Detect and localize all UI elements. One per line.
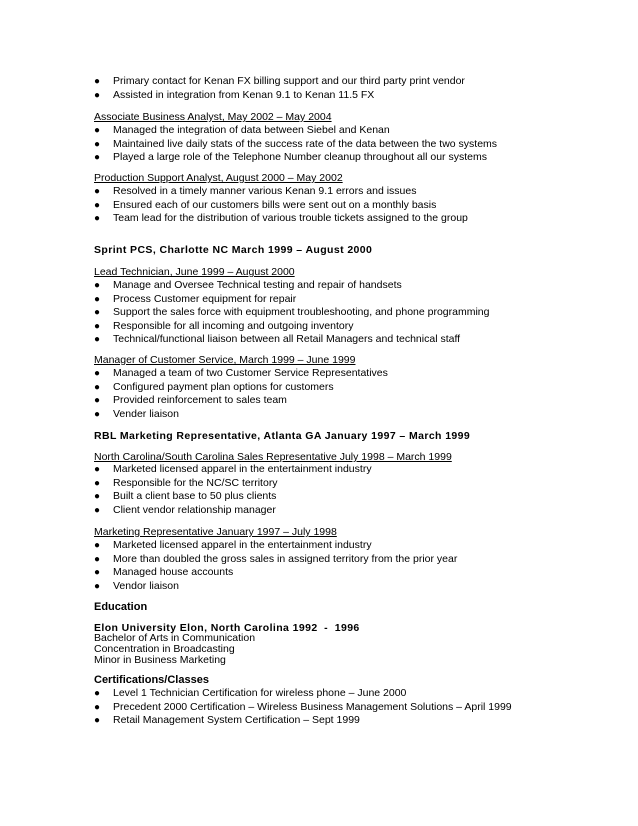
education-heading: Education — [94, 601, 148, 613]
job-title-lead-tech: Lead Technician, June 1999 – August 2000 — [94, 266, 295, 278]
bullet-icon: ● — [94, 199, 101, 211]
bullet-icon: ● — [94, 580, 101, 592]
bullet-icon: ● — [94, 504, 101, 516]
list-item: ● Managed the integration of data between Siebel and Kenan — [94, 124, 390, 136]
job-title-production: Production Support Analyst, August 2000 – May 2002 — [94, 172, 343, 184]
education-years: 1992 - 1996 — [292, 622, 360, 634]
list-item: ● Configured payment plan options for customers — [94, 380, 334, 393]
list-item: ● Technical/functional liaison between all Retail Managers and technical staff — [94, 333, 461, 345]
bullet-icon: ● — [94, 152, 101, 163]
list-item: ● More than doubled the gross sales in assigned territory from the prior year — [94, 552, 458, 565]
employer-heading-sprint: Sprint PCS, Charlotte NC March 1999 – August 2000 — [94, 244, 373, 256]
list-item: ● Marketed licensed apparel in the entertainment industry — [94, 463, 372, 475]
bullet-icon: ● — [94, 701, 101, 713]
bullet-icon: ● — [94, 688, 101, 699]
associate-bullet-list — [94, 124, 497, 165]
bullet-icon: ● — [94, 280, 101, 291]
bullet-icon: ● — [94, 138, 101, 150]
list-item: ● Assisted in integration from Kenan 9.1 to Kenan 11.5 FX — [94, 88, 375, 101]
list-item: ● Client vendor relationship manager — [94, 503, 276, 516]
list-item: ● Support the sales force with equipment troubleshooting, and phone programming — [94, 306, 490, 318]
bullet-icon: ● — [94, 477, 101, 489]
ncsc-bullet-list — [94, 463, 372, 517]
bullet-icon: ● — [94, 334, 101, 345]
list-item: ● Built a client base to 50 plus clients — [94, 490, 277, 502]
list-item: ● Vendor liaison — [94, 579, 179, 592]
bullet-icon: ● — [94, 381, 101, 393]
list-item: ● Team lead for the distribution of various trouble tickets assigned to the group — [94, 212, 468, 224]
certifications-bullet-list — [94, 687, 512, 728]
list-item: ● Process Customer equipment for repair — [94, 292, 297, 305]
job-title-associate: Associate Business Analyst, May 2002 – May 2004 — [94, 111, 332, 123]
bullet-icon: ● — [94, 408, 101, 420]
list-item: ● Precedent 2000 Certification – Wireless Business Management Solutions – April 1999 — [94, 700, 512, 713]
bullet-icon: ● — [94, 307, 101, 318]
top-bullet-list — [94, 75, 465, 102]
list-item: ● Provided reinforcement to sales team — [94, 394, 287, 406]
marketing-bullet-list — [94, 539, 457, 593]
bullet-icon: ● — [94, 76, 101, 87]
list-item: ● Responsible for the NC/SC territory — [94, 476, 278, 489]
bullet-icon: ● — [94, 715, 101, 726]
list-item: ● Managed house accounts — [94, 566, 234, 578]
job-title-ncsc: North Carolina/South Carolina Sales Representative July 1998 – March 1999 — [94, 451, 452, 463]
employer-heading-rbl: RBL Marketing Representative, Atlanta GA January 1997 – March 1999 — [94, 430, 471, 442]
minor-line: Minor in Business Marketing — [94, 654, 226, 666]
list-item: ● Marketed licensed apparel in the entertainment industry — [94, 539, 372, 551]
manager-bullet-list — [94, 367, 388, 421]
degree-line: Bachelor of Arts in Communication — [94, 632, 256, 644]
list-item: ● Retail Management System Certification – Sept 1999 — [94, 714, 360, 726]
bullet-icon: ● — [94, 464, 101, 475]
bullet-icon: ● — [94, 89, 101, 101]
list-item: ● Level 1 Technician Certification for wireless phone – June 2000 — [94, 687, 407, 699]
bullet-icon: ● — [94, 491, 101, 502]
bullet-icon: ● — [94, 293, 101, 305]
list-item: ● Manage and Oversee Technical testing and repair of handsets — [94, 279, 402, 291]
job-title-marketing: Marketing Representative January 1997 – July 1998 — [94, 526, 337, 538]
certifications-heading: Certifications/Classes — [94, 674, 209, 686]
bullet-icon: ● — [94, 186, 101, 197]
school-name: Elon University Elon, North Carolina — [94, 622, 290, 634]
education-details — [94, 633, 255, 666]
list-item: ● Primary contact for Kenan FX billing support and our third party print vendor — [94, 75, 465, 87]
production-bullet-list — [94, 185, 468, 226]
list-item: ● Resolved in a timely manner various Kenan 9.1 errors and issues — [94, 185, 417, 197]
concentration-line: Concentration in Broadcasting — [94, 643, 235, 655]
bullet-icon: ● — [94, 213, 101, 224]
bullet-icon: ● — [94, 320, 101, 332]
lead-tech-bullet-list — [94, 279, 489, 347]
list-item: ● Maintained live daily stats of the success rate of the data between the two systems — [94, 137, 498, 150]
bullet-icon: ● — [94, 567, 101, 578]
bullet-icon: ● — [94, 395, 101, 406]
list-item: ● Managed a team of two Customer Service Representatives — [94, 367, 388, 379]
list-item: ● Played a large role of the Telephone Number cleanup throughout all our systems — [94, 151, 487, 163]
list-item: ● Ensured each of our customers bills were sent out on a monthly basis — [94, 198, 437, 211]
bullet-icon: ● — [94, 553, 101, 565]
bullet-icon: ● — [94, 125, 101, 136]
bullet-icon: ● — [94, 540, 101, 551]
job-title-manager: Manager of Customer Service, March 1999 – June 1999 — [94, 354, 356, 366]
list-item: ● Responsible for all incoming and outgoing inventory — [94, 319, 354, 332]
bullet-icon: ● — [94, 368, 101, 379]
list-item: ● Vender liaison — [94, 407, 179, 420]
